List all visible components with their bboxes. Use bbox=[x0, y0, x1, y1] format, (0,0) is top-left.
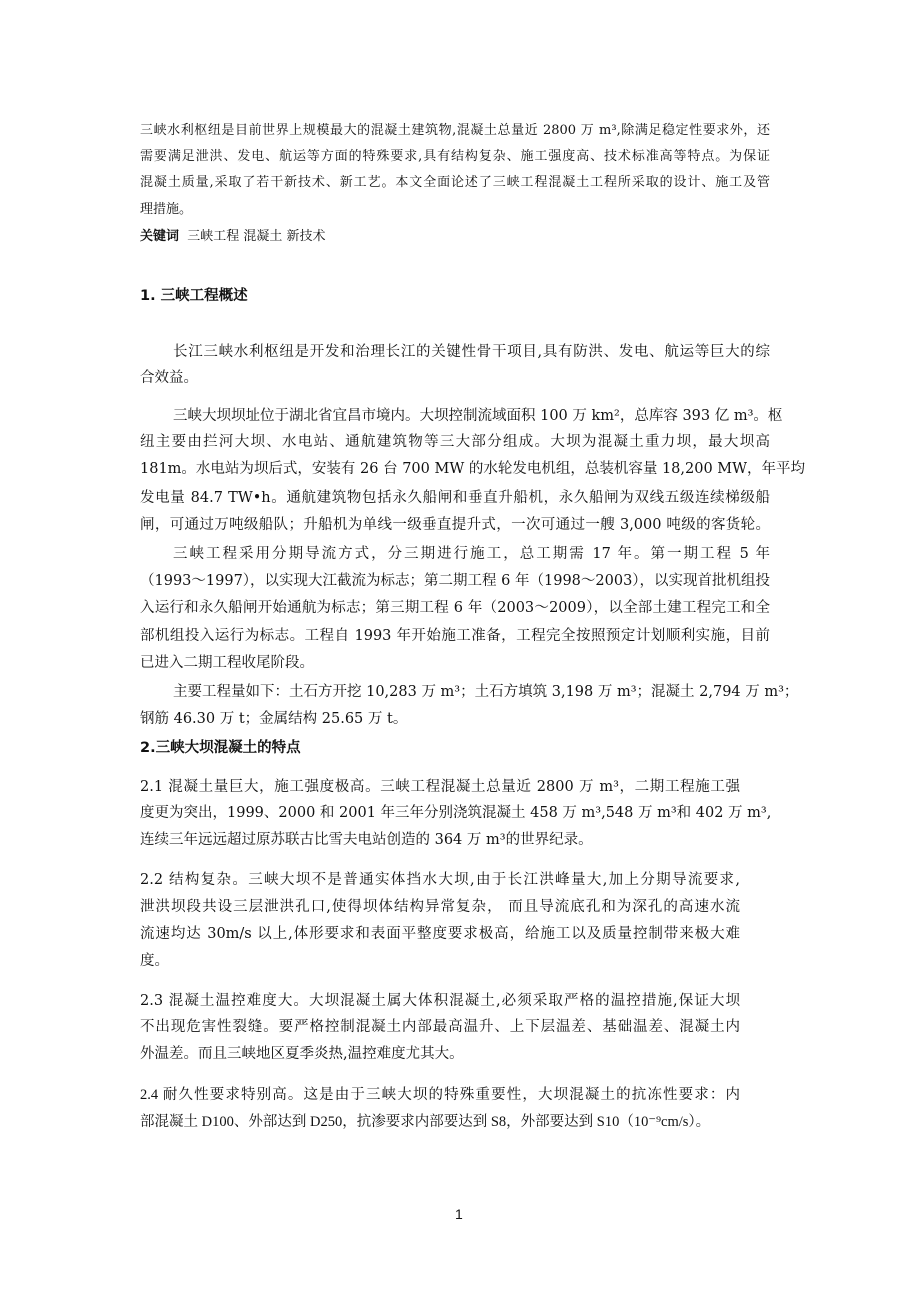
paragraph-line: 连续三年远远超过原苏联古比雪夫电站创造的 364 万 m³的世界纪录。 bbox=[140, 832, 593, 848]
paragraph-line: 2.3 混凝土温控难度大。大坝混凝土属大体积混凝土,必须采取严格的温控措施,保证大坝 bbox=[140, 993, 740, 1009]
keywords-label: 关键词 bbox=[140, 229, 180, 244]
paragraph-line: 泄洪坝段共设三层泄洪孔口,使得坝体结构异常复杂， 而且导流底孔和为深孔的高速水流 bbox=[140, 899, 740, 915]
paragraph-line: 三峡工程采用分期导流方式，分三期进行施工，总工期需 17 年。第一期工程 5 年 bbox=[173, 546, 770, 562]
abstract-line: 理措施。 bbox=[140, 202, 193, 217]
page-number: 1 bbox=[455, 1206, 463, 1222]
abstract-line: 需要满足泄洪、发电、航运等方面的特殊要求,具有结构复杂、施工强度高、技术标准高等特点。为保证 bbox=[140, 149, 770, 164]
paragraph-line: 度。 bbox=[140, 953, 169, 969]
paragraph-line: 部混凝土 D100、外部达到 D250，抗渗要求内部要达到 S8，外部要达到 S10（10⁻⁹cm/s）。 bbox=[140, 1114, 711, 1130]
keywords-value: 三峡工程 混凝土 新技术 bbox=[187, 229, 326, 244]
paragraph-line: 流速均达 30m/s 以上,体形要求和表面平整度要求极高，给施工以及质量控制带来极大难 bbox=[140, 926, 740, 942]
section-heading-1: 1. 三峡工程概述 bbox=[140, 288, 248, 304]
paragraph-line: 已进入二期工程收尾阶段。 bbox=[140, 655, 314, 671]
paragraph-line: 不出现危害性裂缝。要严格控制混凝土内部最高温升、上下层温差、基础温差、混凝土内 bbox=[140, 1019, 740, 1035]
paragraph-line: 三峡大坝坝址位于湖北省宜昌市境内。大坝控制流域面积 100 万 km²，总库容 393 亿 m³。枢 bbox=[173, 408, 783, 424]
paragraph-line: （1993～1997），以实现大江截流为标志；第二期工程 6 年（1998～2003），以实现首批机组投 bbox=[140, 573, 771, 589]
paragraph-line: 入运行和永久船闸开始通航为标志；第三期工程 6 年（2003～2009），以全部土建工程完工和全 bbox=[140, 600, 770, 616]
abstract-line: 三峡水利枢纽是目前世界上规模最大的混凝土建筑物,混凝土总量近 2800 万 m³,除满足稳定性要求外，还 bbox=[140, 123, 770, 138]
abstract-line: 混凝土质量,采取了若干新技术、新工艺。本文全面论述了三峡工程混凝土工程所采取的设计、施工及管 bbox=[140, 175, 770, 190]
paragraph-line: 长江三峡水利枢纽是开发和治理长江的关键性骨干项目,具有防洪、发电、航运等巨大的综 bbox=[173, 344, 770, 360]
paragraph-line: 发电量 84.7 TW•h。通航建筑物包括永久船闸和垂直升船机，永久船闸为双线五级连续梯级船 bbox=[140, 490, 770, 506]
section-heading-2: 2.三峡大坝混凝土的特点 bbox=[140, 740, 301, 756]
paragraph-line: 2.1 混凝土量巨大，施工强度极高。三峡工程混凝土总量近 2800 万 m³，二期工程施工强 bbox=[140, 779, 740, 795]
paragraph-line: 合效益。 bbox=[140, 370, 198, 386]
keywords bbox=[140, 228, 770, 246]
paragraph-line: 2.4 耐久性要求特别高。这是由于三峡大坝的特殊重要性，大坝混凝土的抗冻性要求：内 bbox=[140, 1087, 740, 1103]
paragraph-line: 部机组投入运行为标志。工程自 1993 年开始施工准备，工程完全按照预定计划顺利实施，目前 bbox=[140, 628, 770, 644]
paragraph-line: 闸，可通过万吨级船队；升船机为单线一级垂直提升式，一次可通过一艘 3,000 吨级的客货轮。 bbox=[140, 517, 770, 533]
paragraph-line: 外温差。而且三峡地区夏季炎热,温控难度尤其大。 bbox=[140, 1046, 464, 1062]
paragraph-line: 主要工程量如下：土石方开挖 10,283 万 m³；土石方填筑 3,198 万 m³；混凝土 2,794 万 m³； bbox=[173, 684, 799, 700]
paragraph-line: 钢筋 46.30 万 t；金属结构 25.65 万 t。 bbox=[140, 711, 408, 727]
paragraph-line: 纽主要由拦河大坝、水电站、通航建筑物等三大部分组成。大坝为混凝土重力坝，最大坝高 bbox=[140, 434, 770, 450]
paragraph-line: 2.2 结构复杂。三峡大坝不是普通实体挡水大坝,由于长江洪峰量大,加上分期导流要求, bbox=[140, 872, 740, 888]
paragraph-line: 度更为突出，1999、2000 和 2001 年三年分别浇筑混凝土 458 万 m³,548 万 m³和 402 万 m³, bbox=[140, 805, 772, 821]
paragraph-line: 181m。水电站为坝后式，安装有 26 台 700 MW 的水轮发电机组，总装机容量 18,200 MW，年平均 bbox=[140, 461, 806, 477]
